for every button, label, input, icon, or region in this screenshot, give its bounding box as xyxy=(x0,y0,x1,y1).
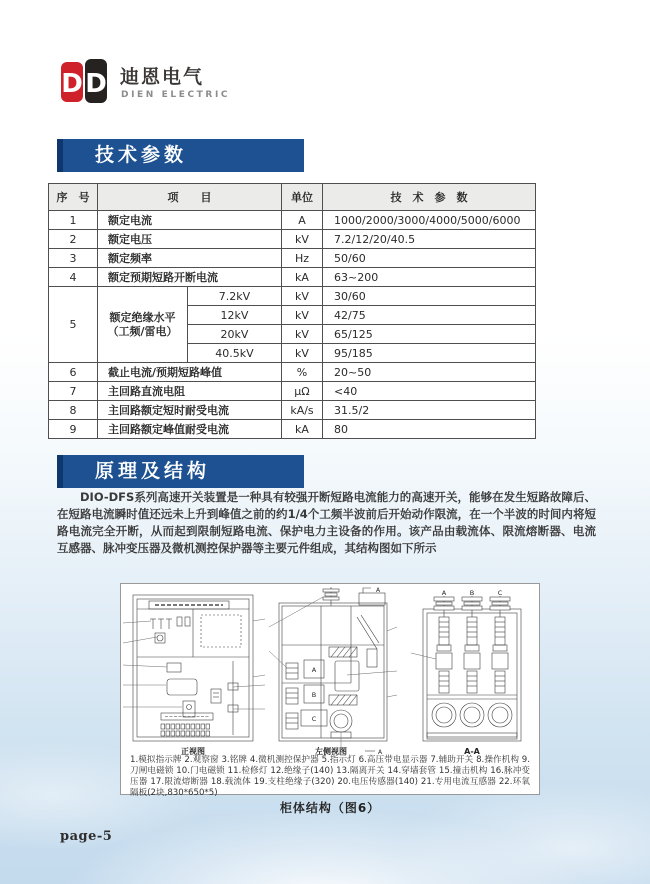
figure-parts-list: 1.模拟指示牌 2.观察窗 3.铭牌 4.微机测控保护器 5.指示灯 6.高压带电显示器 7.辅助开关 8.操作机构 9.刀闸电磁锁 10.门电磁锁 11.检修灯 12.绝缘子(140) 13.隔离开关 14.穿墙套管 15.撞击机构 16.脉冲变压器 17.限流熔断器 18.载流体 19.支柱绝缘子(320) 20.电压传感器(140) 21.专用电流互感器 22.环氧隔板(2块,830*650*5) xyxy=(130,755,530,798)
logo-letter-left: D xyxy=(61,69,83,99)
item-line1: 额定绝缘水平 xyxy=(109,310,176,324)
cell-item: 截止电流/预期短路峰值 xyxy=(98,363,282,382)
front-view-leader-lines xyxy=(123,619,265,709)
header-no: 序 号 xyxy=(49,184,98,211)
cell-item: 额定频率 xyxy=(98,249,282,268)
cell-item: 额定预期短路开断电流 xyxy=(98,268,282,287)
logo-letter-right: D xyxy=(85,69,107,99)
cell-unit: kV xyxy=(282,287,323,306)
table-row xyxy=(49,230,536,249)
front-view xyxy=(123,595,265,755)
company-name-en: DIEN ELECTRIC xyxy=(121,90,231,100)
cell-no: 8 xyxy=(49,401,98,420)
cell-no: 6 xyxy=(49,363,98,382)
cell-value: 30/60 xyxy=(323,287,536,306)
header-item: 项 目 xyxy=(98,184,282,211)
cell-item: 额定电压 xyxy=(98,230,282,249)
cell-no: 5 xyxy=(49,287,98,363)
cell-no: 3 xyxy=(49,249,98,268)
structure-figure-box xyxy=(120,583,540,798)
cell-unit: kA xyxy=(282,420,323,439)
cell-unit: kV xyxy=(282,306,323,325)
section-title-principle xyxy=(57,455,304,488)
cell-unit: kA xyxy=(282,268,323,287)
company-logo xyxy=(60,56,108,106)
phase-c-label: C xyxy=(497,589,503,597)
phase-b-label: B xyxy=(311,691,317,699)
cabinet-structure-diagram xyxy=(121,585,539,755)
front-view-label: 正视图 xyxy=(181,747,205,755)
cell-level: 12kV xyxy=(188,306,282,325)
item-line2: （工频/雷电） xyxy=(107,324,178,338)
side-view-leader-lines xyxy=(269,597,397,747)
section-title-text: 技术参数 xyxy=(95,144,188,166)
company-name-cn: 迪恩电气 xyxy=(120,66,205,88)
cell-no: 2 xyxy=(49,230,98,249)
cell-no: 7 xyxy=(49,382,98,401)
phase-a-label: A xyxy=(441,589,447,597)
section-view xyxy=(411,589,521,755)
cell-unit: kV xyxy=(282,344,323,363)
cell-value: 65/125 xyxy=(323,325,536,344)
table-row xyxy=(49,401,536,420)
cell-no: 9 xyxy=(49,420,98,439)
table-header-row xyxy=(49,184,536,211)
cell-value: 20~50 xyxy=(323,363,536,382)
cell-unit: kV xyxy=(282,325,323,344)
cell-unit: % xyxy=(282,363,323,382)
cell-value: 63~200 xyxy=(323,268,536,287)
cell-value: 1000/2000/3000/4000/5000/6000 xyxy=(323,211,536,230)
cell-item: 主回路直流电阻 xyxy=(98,382,282,401)
logo-monogram xyxy=(60,56,108,106)
cell-no: 4 xyxy=(49,268,98,287)
table-row xyxy=(49,420,536,439)
cell-value: <40 xyxy=(323,382,536,401)
pole-columns xyxy=(432,596,512,727)
section-mark-top: A xyxy=(376,587,381,594)
cell-value: 42/75 xyxy=(323,306,536,325)
section-title-text: 原理及结构 xyxy=(95,460,211,482)
table-row xyxy=(49,287,536,306)
cell-level: 7.2kV xyxy=(188,287,282,306)
cell-value: 50/60 xyxy=(323,249,536,268)
side-view xyxy=(269,587,397,755)
cell-item: 主回路额定短时耐受电流 xyxy=(98,401,282,420)
cell-value: 80 xyxy=(323,420,536,439)
side-view-label: 左侧视图 xyxy=(315,747,347,755)
cell-unit: kA/s xyxy=(282,401,323,420)
table-row xyxy=(49,363,536,382)
figure-title: 柜体结构（图6） xyxy=(279,801,381,815)
table-row xyxy=(49,268,536,287)
section-mark-bottom: A xyxy=(378,749,383,755)
cell-value: 7.2/12/20/40.5 xyxy=(323,230,536,249)
header-unit: 单位 xyxy=(282,184,323,211)
header-params: 技 术 参 数 xyxy=(323,184,536,211)
cell-unit: Hz xyxy=(282,249,323,268)
spec-table xyxy=(48,183,536,439)
principle-paragraph: DIO-DFS系列高速开关装置是一种具有较强开断短路电流能力的高速开关，能够在发生短路故障后、在短路电流瞬时值还远未上升到峰值之前的约1/4个工频半波前后开始动作限流，在一个半波的时间内将短路电流完全开断，从而起到限制短路电流、保护电力主设备的作用。该产品由载流体、限流熔断器、电流互感器、脉冲变压器及微机测控保护器等主要元件组成，其结构图如下所示 xyxy=(57,490,596,555)
cell-level: 40.5kV xyxy=(188,344,282,363)
cell-value: 95/185 xyxy=(323,344,536,363)
table-row xyxy=(49,382,536,401)
page-number: page-5 xyxy=(60,829,113,844)
table-row xyxy=(49,211,536,230)
table-row xyxy=(49,249,536,268)
cell-no: 1 xyxy=(49,211,98,230)
section-view-label: A-A xyxy=(464,747,480,755)
cell-item: 额定电流 xyxy=(98,211,282,230)
cell-unit: μΩ xyxy=(282,382,323,401)
phase-a-label: A xyxy=(311,666,317,674)
phase-c-label: C xyxy=(311,715,317,723)
section-title-tech-params xyxy=(57,139,304,172)
cell-value: 31.5/2 xyxy=(323,401,536,420)
side-view-insulators xyxy=(286,663,298,729)
phase-b-label: B xyxy=(469,589,475,597)
cell-item: 主回路额定峰值耐受电流 xyxy=(98,420,282,439)
cell-item xyxy=(98,287,188,363)
cell-unit: kV xyxy=(282,230,323,249)
cell-level: 20kV xyxy=(188,325,282,344)
cell-unit: A xyxy=(282,211,323,230)
